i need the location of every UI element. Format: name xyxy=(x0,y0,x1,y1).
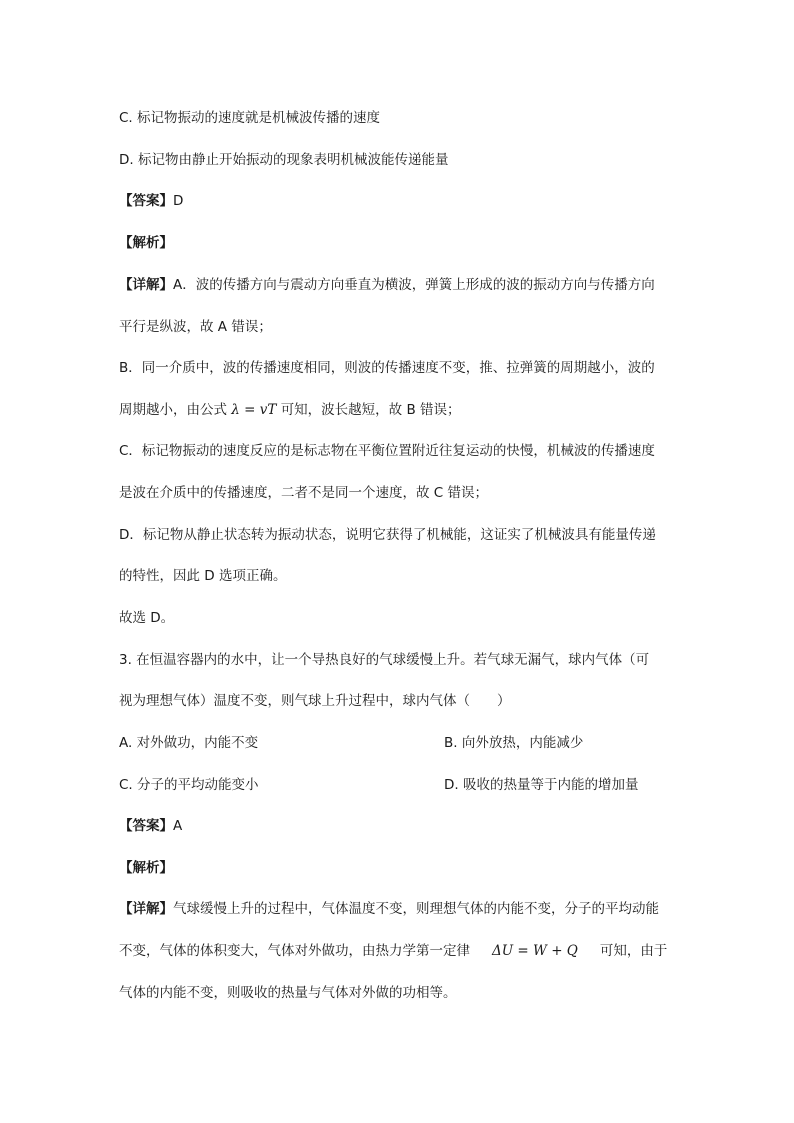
detail-d-line1: D．标记物从静止状态转为振动状态，说明它获得了机械能，这证实了机械波具有能量传递 xyxy=(119,527,656,543)
choose-line: 故选 D。 xyxy=(119,610,175,626)
answer2-value: A xyxy=(173,818,183,834)
detail2-line3: 气体的内能不变，则吸收的热量与气体对外做的功相等。 xyxy=(119,985,457,1001)
answer-tag: 【答案】 xyxy=(119,193,173,209)
q3-option-a: A. 对外做功，内能不变 xyxy=(119,735,259,751)
detail-c-line2: 是波在介质中的传播速度，二者不是同一个速度，故 C 错误； xyxy=(119,485,489,501)
q3-option-b: B. 向外放热，内能减少 xyxy=(444,735,584,751)
analysis2-tag: 【解析】 xyxy=(119,860,173,876)
detail2-text: 气球缓慢上升的过程中，气体温度不变，则理想气体的内能不变，分子的平均动能 xyxy=(173,901,659,917)
detail-c-line1: C．标记物振动的速度反应的是标志物在平衡位置附近往复运动的快慢，机械波的传播速度 xyxy=(119,443,655,459)
option-c-text: C. 标记物振动的速度就是机械波传播的速度 xyxy=(119,110,381,126)
detail2-line1 xyxy=(119,900,659,918)
answer2-line xyxy=(119,817,182,835)
answer2-tag: 【答案】 xyxy=(119,818,173,834)
wavelength-formula: λ = vT xyxy=(231,402,277,418)
detail-tag: 【详解】 xyxy=(119,277,173,293)
detail-b-line1: B．同一介质中，波的传播速度相同，则波的传播速度不变，推、拉弹簧的周期越小，波的 xyxy=(119,360,655,376)
question3-line1: 3. 在恒温容器内的水中，让一个导热良好的气球缓慢上升。若气球无漏气，球内气体（可 xyxy=(119,652,650,668)
detail2-pre: 不变，气体的体积变大，气体对外做功，由热力学第一定律 xyxy=(119,943,470,959)
detail-b-post: 可知，波长越短，故 B 错误； xyxy=(280,402,461,418)
answer-value: D xyxy=(173,193,184,209)
detail-b-line2 xyxy=(119,401,461,419)
detail-d-line2: 的特性，因此 D 选项正确。 xyxy=(119,568,287,584)
q3-option-d: D. 吸收的热量等于内能的增加量 xyxy=(444,777,639,793)
option-d-text: D. 标记物由静止开始振动的现象表明机械波能传递能量 xyxy=(119,152,449,168)
detail2-tag: 【详解】 xyxy=(119,901,173,917)
q3-option-c: C. 分子的平均动能变小 xyxy=(119,777,259,793)
detail2-line2 xyxy=(119,942,667,960)
detail-a-line2: 平行是纵波，故 A 错误； xyxy=(119,319,272,335)
question3-line2: 视为理想气体）温度不变，则气球上升过程中，球内气体（ ） xyxy=(119,693,511,709)
analysis-tag: 【解析】 xyxy=(119,235,173,251)
detail2-post: 可知，由于 xyxy=(599,943,668,959)
detail-a-line1 xyxy=(119,276,655,294)
first-law-formula: ΔU = W + Q xyxy=(492,943,578,959)
answer-line xyxy=(119,192,183,210)
detail-b-pre: 周期越小，由公式 xyxy=(119,402,227,418)
detail-a-text: A．波的传播方向与震动方向垂直为横波，弹簧上形成的波的振动方向与传播方向 xyxy=(173,277,655,293)
